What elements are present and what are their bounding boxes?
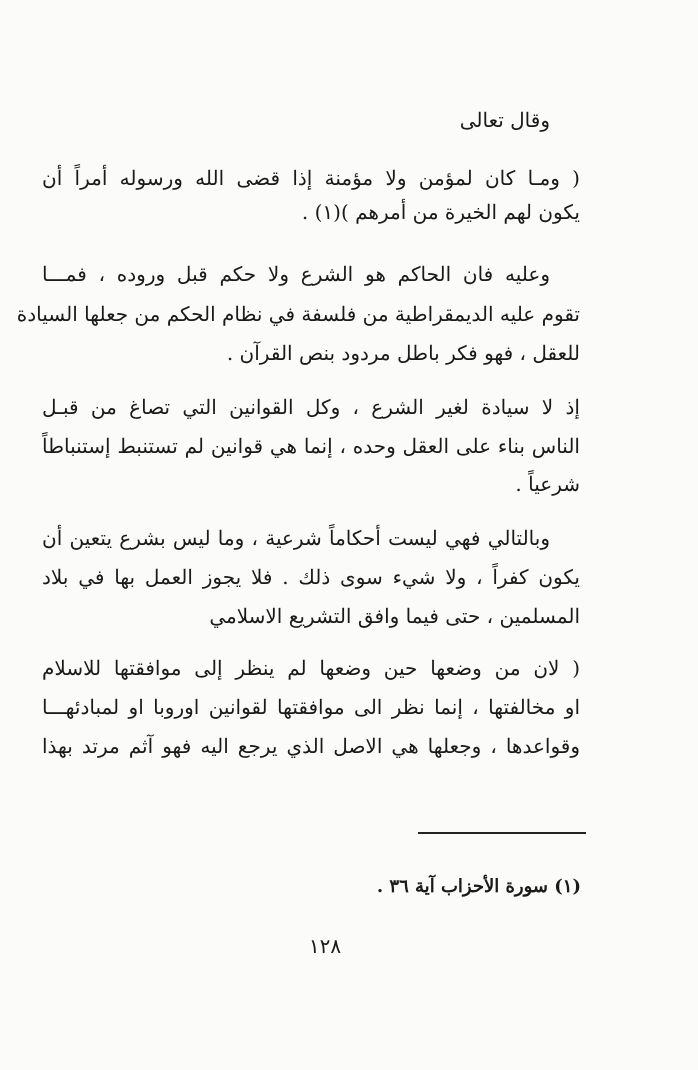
paragraph-4-line-2: او مخالفتها ، إنما نظر الى موافقتها لقوانين اوروبا او لمبادئهـــا bbox=[42, 695, 580, 719]
intro-line: وقال تعالى bbox=[459, 108, 550, 132]
paragraph-3-line-2: يكون كفراً ، ولا شيء سوى ذلك . فلا يجوز العمل بها في بلاد bbox=[42, 565, 580, 589]
paragraph-4-line-1: ( لان من وضعها حين وضعها لم ينظر إلى موافقتها للاسلام bbox=[42, 656, 580, 680]
paragraph-2-line-2: الناس بناء على العقل وحده ، إنما هي قوانين لم تستنبط إستنباطاً bbox=[42, 434, 580, 458]
footnote: (١) سورة الأحزاب آية ٣٦ . bbox=[376, 876, 581, 897]
paragraph-1-line-3: للعقل ، فهو فكر باطل مردود بنص القرآن . bbox=[226, 341, 580, 365]
paragraph-3-line-1: وبالتالي فهي ليست أحكاماً شرعية ، وما ليس بشرع يتعين أن bbox=[42, 526, 550, 550]
paragraph-1-line-2: تقوم عليه الديمقراطية من فلسفة في نظام الحكم من جعلها السيادة bbox=[16, 302, 580, 326]
paragraph-2-line-3: شرعياً . bbox=[515, 472, 580, 496]
quote-line-1: ( ومـا كان لمؤمن ولا مؤمنة إذا قضى الله ورسوله أمراً أن bbox=[42, 166, 580, 190]
paragraph-2-line-1: إذ لا سيادة لغير الشرع ، وكل القوانين التي تصاغ من قبـل bbox=[42, 395, 580, 419]
paragraph-3-line-3: المسلمين ، حتى فيما وافق التشريع الاسلامي bbox=[209, 604, 580, 628]
quote-line-2: يكون لهم الخيرة من أمرهم )(١) . bbox=[301, 200, 580, 224]
paragraph-4-line-3: وقواعدها ، وجعلها هي الاصل الذي يرجع اليه فهو آثم مرتد بهذا bbox=[42, 734, 580, 758]
page-number: ١٢٨ bbox=[308, 934, 342, 958]
footnote-separator bbox=[418, 832, 586, 834]
paragraph-1-line-1: وعليه فان الحاكم هو الشرع ولا حكم قبل وروده ، فمـــا bbox=[42, 262, 550, 286]
